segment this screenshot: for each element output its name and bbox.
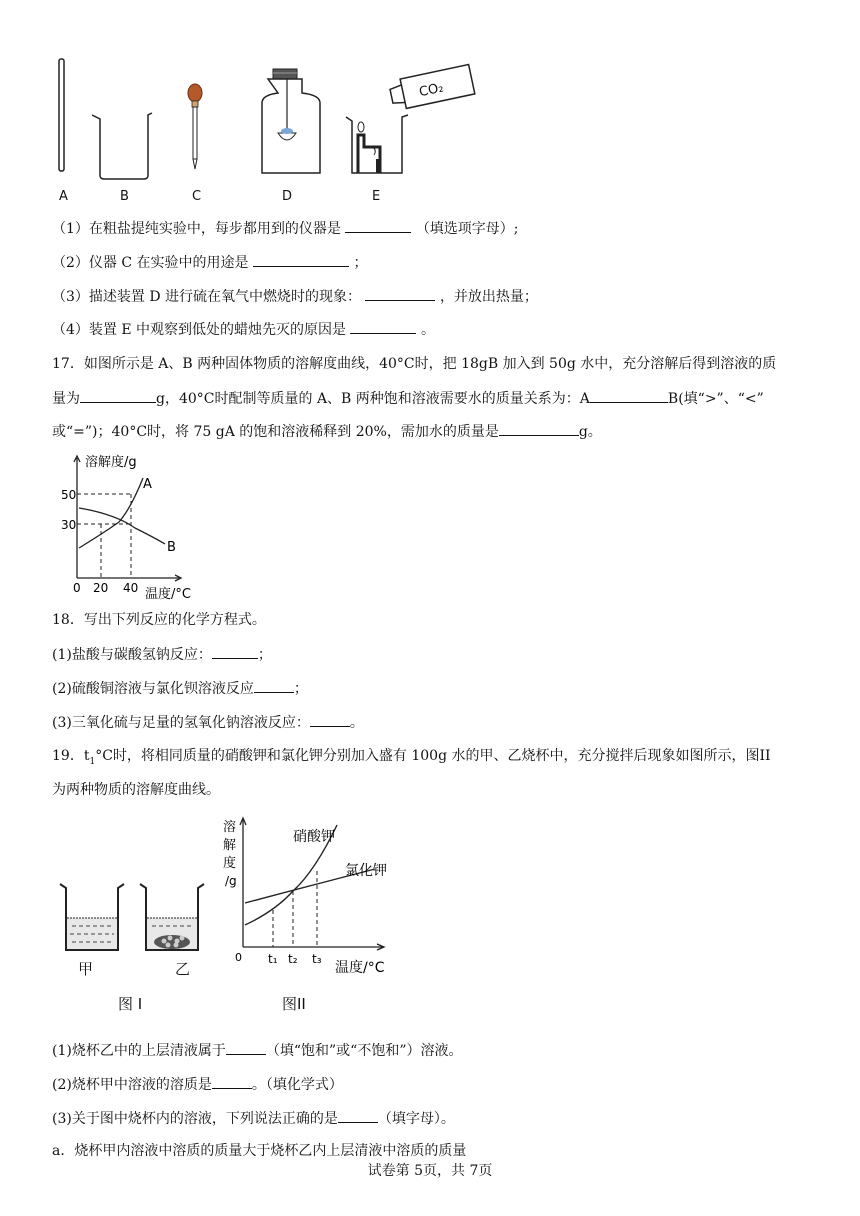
q19-ylabel-2: 解	[223, 838, 237, 853]
answer-blank[interactable]	[338, 1108, 378, 1123]
q17-curve-b-label: B	[167, 540, 176, 555]
beaker-jia-icon	[60, 884, 124, 950]
curve-b	[79, 508, 165, 544]
label-e: E	[372, 189, 381, 204]
q17-line3: 或“=”)；40°C时，将 75 gA 的饱和溶液稀释到 20%，需加水的质量是 g。	[52, 421, 602, 442]
curve-a	[79, 478, 143, 548]
answer-blank[interactable]	[345, 218, 411, 233]
q19-xtick-t2: t₂	[288, 952, 298, 966]
kno3-label: 硝酸钾	[293, 829, 335, 845]
label-a: A	[59, 189, 68, 204]
q19-line2: 为两种物质的溶解度曲线。	[52, 782, 220, 798]
co2-candle-beaker-icon	[346, 65, 475, 173]
beaker-jia-label: 甲	[78, 960, 94, 978]
q18-r1: (1)盐酸与碳酸氢钠反应： ；	[52, 644, 272, 665]
q17-xtick-0: 0	[73, 581, 81, 595]
answer-blank[interactable]	[350, 319, 416, 334]
q19-ylabel-4: /g	[225, 874, 237, 888]
apparatus-figure	[40, 55, 500, 215]
answer-blank[interactable]	[212, 1074, 252, 1089]
answer-blank[interactable]	[253, 252, 349, 267]
answer-blank[interactable]	[310, 712, 350, 727]
q17-ytick-30: 30	[61, 518, 77, 532]
label-c: C	[192, 189, 202, 204]
dropper-icon	[188, 84, 202, 169]
q19-s1: (1)烧杯乙中的上层清液属于 （填“饱和”或“不饱和”）溶液。	[52, 1040, 462, 1061]
answer-blank[interactable]	[226, 1040, 266, 1055]
q16-part2: （2）仪器 C 在实验中的用途是 ；	[52, 252, 367, 273]
q19-ylabel-1: 溶	[223, 820, 237, 835]
q17-xtick-20: 20	[93, 581, 109, 595]
q19-option-a: a．烧杯甲内溶液中溶质的质量大于烧杯乙内上层清液中溶质的质量	[52, 1143, 467, 1159]
q19-solubility-chart	[215, 815, 405, 985]
answer-blank[interactable]	[254, 678, 294, 693]
q19-ylabel-3: 度	[223, 856, 237, 871]
answer-blank[interactable]	[499, 421, 579, 436]
q17-line1: 17．如图所示是 A、B 两种固体物质的溶解度曲线，40°C时，把 18gB 加入到 50g 水中，充分溶解后得到溶液的质	[52, 356, 777, 372]
q16-part3: （3）描述装置 D 进行硫在氧气中燃烧时的现象： ，并放出热量；	[52, 286, 538, 307]
beaker-yi-label: 乙	[175, 960, 191, 978]
q19-xtick-t1: t₁	[268, 952, 278, 966]
answer-blank[interactable]	[212, 644, 258, 659]
q17-curve-a-label: A	[143, 477, 152, 492]
kcl-label: 氯化钾	[345, 863, 387, 879]
answer-blank[interactable]	[590, 388, 668, 403]
q17-line2: 量为 g，40°C时配制等质量的 A、B 两种饱和溶液需要水的质量关系为：A B(填“>”、“<”	[52, 388, 764, 409]
q18-r2: (2)硫酸铜溶液与氯化钡溶液反应 ；	[52, 678, 308, 699]
q19-xtick-t3: t₃	[312, 952, 322, 966]
q19-s2: (2)烧杯甲中溶液的溶质是 。（填化学式）	[52, 1074, 343, 1095]
label-b: B	[120, 189, 129, 204]
q18-title: 18．写出下列反应的化学方程式。	[52, 612, 266, 628]
q16-part4: （4）装置 E 中观察到低处的蜡烛先灭的原因是 。	[52, 319, 435, 340]
q19-s3: (3)关于图中烧杯内的溶液，下列说法正确的是 （填字母）。	[52, 1108, 455, 1129]
q18-r3: (3)三氧化硫与足量的氢氧化钠溶液反应： 。	[52, 712, 364, 733]
answer-blank[interactable]	[80, 388, 156, 403]
answer-blank[interactable]	[365, 286, 435, 301]
label-d: D	[282, 189, 293, 204]
beaker-yi-icon	[140, 884, 204, 950]
figure-2-caption: 图II	[282, 995, 306, 1013]
gas-jar-icon	[262, 69, 320, 173]
q17-ylabel: 溶解度/g	[85, 455, 137, 470]
beaker-icon	[92, 113, 152, 179]
q19-xlabel: 温度/°C	[335, 960, 385, 976]
q19-line1: 19．$t_1^\circ C$时，将相同质量的硝酸钾和氯化钾分别加入盛有 100g 水的甲、乙烧杯中，充分搅拌后现象如图所示，图II	[52, 748, 771, 767]
q17-xlabel: 温度/°C	[145, 587, 191, 602]
figure-1-caption: 图 I	[118, 995, 143, 1013]
q19-origin: 0	[235, 951, 242, 964]
q17-ytick-50: 50	[61, 488, 77, 502]
q17-xtick-40: 40	[123, 581, 139, 595]
glass-rod-icon	[59, 59, 64, 171]
co2-label: CO₂	[417, 80, 445, 101]
q16-part1: （1）在粗盐提纯实验中，每步都用到的仪器是 （填选项字母）;	[52, 218, 519, 239]
page-footer: 试卷第 5页，共 7页	[367, 1163, 493, 1179]
q17-solubility-chart	[55, 452, 205, 602]
